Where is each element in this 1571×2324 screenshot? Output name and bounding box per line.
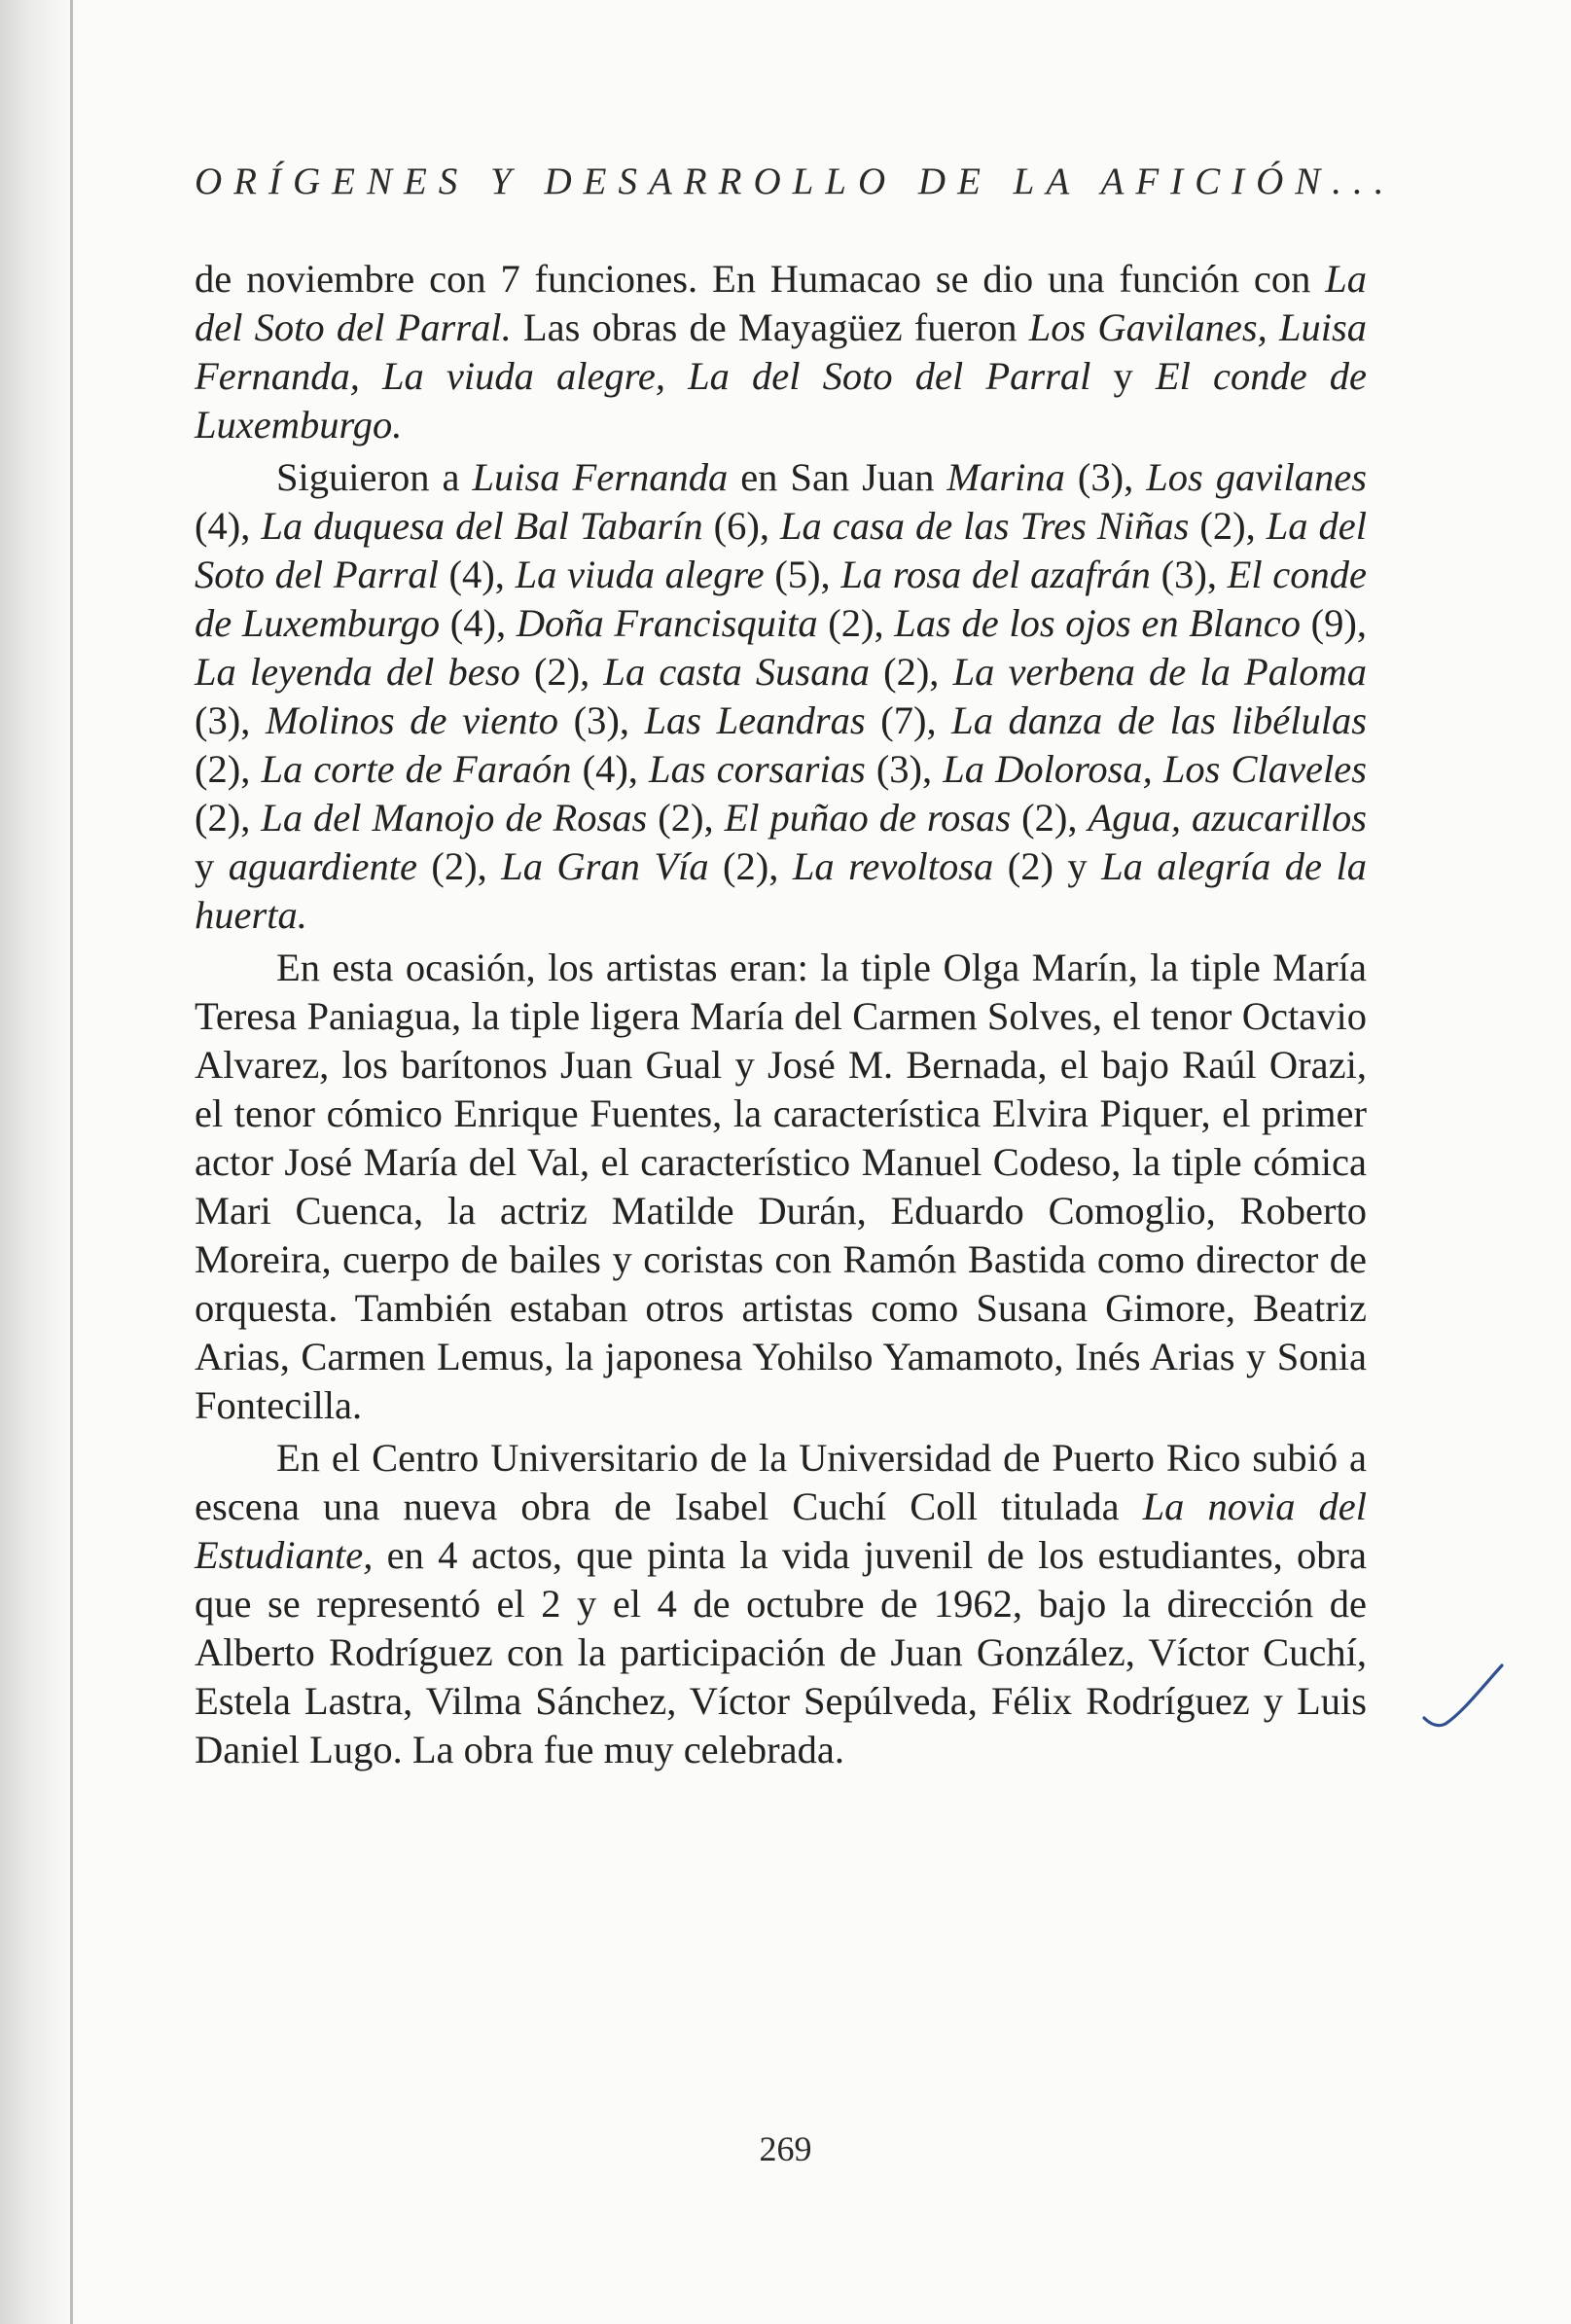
text-run: (4), (440, 601, 517, 645)
text-run: (2), (1011, 796, 1089, 840)
italic-title-run: La rosa del azafrán (840, 553, 1151, 596)
text-run: (2), (708, 844, 793, 888)
text-run: (2), (195, 796, 262, 840)
italic-title-run: aguardiente (228, 844, 417, 888)
italic-title-run: Los Gavilanes, Luisa Fernanda, La viuda alegre, La del Soto del Parral (195, 305, 1367, 398)
italic-title-run: El conde de Luxemburgo. (195, 354, 1368, 447)
text-run: (2), (869, 650, 953, 694)
text-run: (2), (195, 747, 262, 791)
page-gutter-edge (70, 0, 73, 2324)
text-run: Las obras de Mayagüez fueron (511, 305, 1029, 349)
text-run: (3), (865, 747, 944, 791)
italic-title-run: La del Soto del Parral. (195, 257, 1367, 349)
text-run: (3), (1150, 553, 1228, 596)
italic-title-run: La leyenda del beso (195, 650, 520, 694)
text-run: (3), (1064, 455, 1147, 499)
text-run: (3), (558, 698, 645, 742)
paragraph-2 (195, 453, 1367, 940)
text-run: (2), (416, 844, 502, 888)
italic-title-run: Luisa Fernanda (472, 455, 729, 499)
italic-title-run: La novia del Estudiante, (195, 1484, 1368, 1577)
text-run: (2), (817, 601, 895, 645)
paragraph-1 (195, 255, 1367, 449)
italic-title-run: Las corsarias (649, 747, 866, 791)
italic-title-run: La verbena de la Paloma (952, 650, 1367, 694)
text-run: (4), (195, 504, 262, 548)
paragraph-3 (195, 944, 1367, 1430)
body-text (195, 255, 1367, 1774)
paragraph-4 (195, 1434, 1367, 1774)
text-run: En el Centro Universitario de la Universidad de Puerto Rico subió a escena una nueva obra de Isabel Cuchí Coll titulada (195, 1436, 1367, 1528)
italic-title-run: La alegría de la huerta. (195, 844, 1367, 937)
italic-title-run: Las de los ojos en Blanco (894, 601, 1301, 645)
italic-title-run: Agua, azucarillos (1088, 796, 1367, 840)
italic-title-run: La danza de las libélulas (951, 698, 1367, 742)
text-run: Siguieron a (276, 455, 473, 499)
text-run: (2) y (993, 844, 1102, 888)
italic-title-run: Marina (946, 455, 1065, 499)
text-run: en 4 actos, que pinta la vida juvenil de los estudiantes, obra que se representó el 2 y el 4 de octubre de 1962, bajo la dirección de Alberto Rodríguez con la participación de Juan González, Víctor Cuchí, Estela Lastra, Vilma Sánchez, Víctor Sepúlveda, Félix Rodríguez y Luis Daniel Lugo. La obra fue muy celebrada. (195, 1533, 1367, 1771)
italic-title-run: La Gran Vía (501, 844, 709, 888)
handwritten-checkmark-icon (1420, 1662, 1517, 1769)
italic-title-run: La del Soto del Parral (195, 504, 1367, 596)
text-run: (4), (571, 747, 650, 791)
text-run: En esta ocasión, los artistas eran: la tiple Olga Marín, la tiple María Teresa Paniagua, la tiple ligera María del Carmen Solves, el tenor Octavio Alvarez, los barítonos Juan Gual y José M. Bernada, el bajo Raúl Orazi, el tenor cómico Enrique Fuentes, la característica Elvira Piquer, el primer actor José María del Val, el característico Manuel Codeso, la tiple cómica Mari Cuenca, la actriz Matilde Durán, Eduardo Comoglio, Roberto Moreira, cuerpo de bailes y coristas con Ramón Bastida como director de orquesta. También estaban otros artistas como Susana Gimore, Beatriz Arias, Carmen Lemus, la japonesa Yohilso Yamamoto, Inés Arias y Sonia Fontecilla. (195, 946, 1367, 1427)
running-head: ORÍGENES Y DESARROLLO DE LA AFICIÓN... (195, 161, 1396, 202)
italic-title-run: Doña Francisquita (516, 601, 818, 645)
italic-title-run: La duquesa del Bal Tabarín (261, 504, 703, 548)
italic-title-run: La casa de las Tres Niñas (780, 504, 1190, 548)
italic-title-run: La corte de Faraón (261, 747, 572, 791)
text-run: (7), (865, 698, 952, 742)
italic-title-run: La revoltosa (792, 844, 994, 888)
text-run: (3), (195, 698, 266, 742)
italic-title-run: El puñao de rosas (724, 796, 1012, 840)
text-run: y (1090, 354, 1156, 398)
text-run: (2), (1189, 504, 1267, 548)
text-run: de noviembre con 7 funciones. En Humacao se dio una función con (195, 257, 1326, 301)
text-run: (2), (519, 650, 604, 694)
italic-title-run: Molinos de viento (265, 698, 559, 742)
text-run: en San Juan (728, 455, 947, 499)
italic-title-run: Los gavilanes (1146, 455, 1367, 499)
italic-title-run: El conde de Luxemburgo (195, 553, 1367, 645)
text-run: (5), (764, 553, 841, 596)
text-run: (6), (702, 504, 781, 548)
text-run: (9), (1300, 601, 1367, 645)
italic-title-run: La casta Susana (603, 650, 870, 694)
italic-title-run: La Dolorosa, Los Claveles (943, 747, 1367, 791)
italic-title-run: Las Leandras (644, 698, 866, 742)
page-gutter-shadow (0, 0, 80, 2324)
italic-title-run: La viuda alegre (515, 553, 765, 596)
italic-title-run: La del Manojo de Rosas (261, 796, 648, 840)
text-run: (2), (647, 796, 725, 840)
page-number: 269 (759, 2129, 812, 2168)
text-run: y (195, 844, 229, 888)
text-run: (4), (438, 553, 516, 596)
